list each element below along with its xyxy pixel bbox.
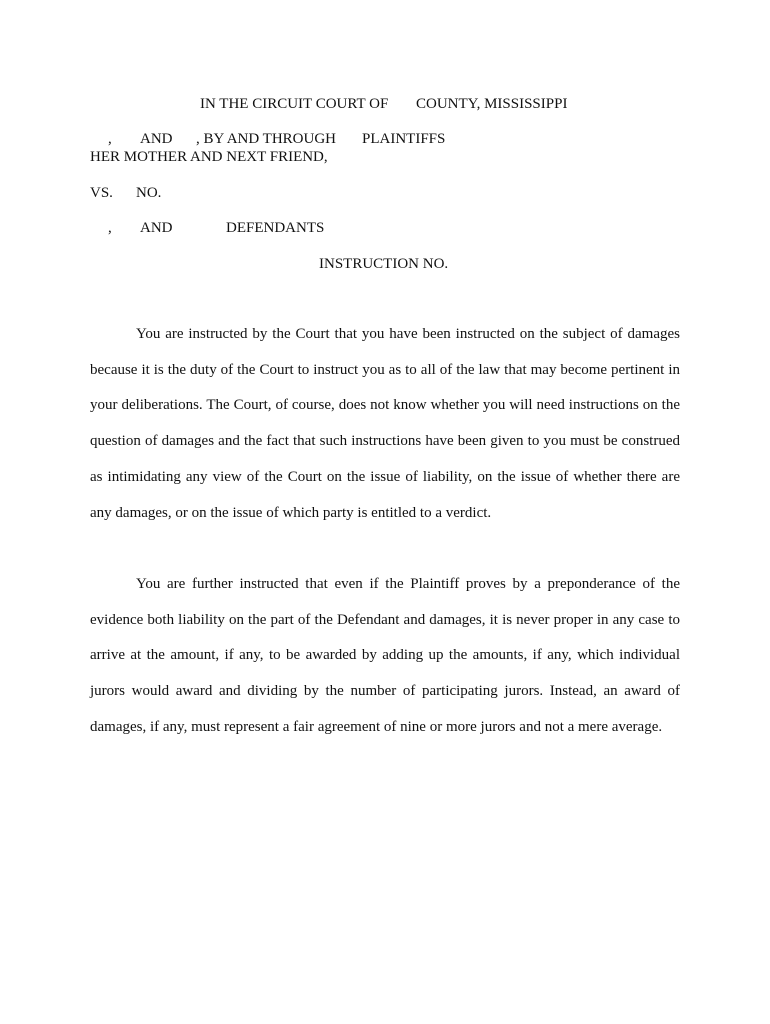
next-friend-line: HER MOTHER AND NEXT FRIEND,	[90, 149, 328, 165]
defendant-and: AND	[140, 220, 173, 236]
defendants-label: DEFENDANTS	[226, 220, 325, 236]
defendant-comma: ,	[108, 220, 112, 236]
court-heading-left: IN THE CIRCUIT COURT OF	[200, 96, 389, 112]
plaintiff-and: AND	[140, 131, 173, 147]
instruction-title: INSTRUCTION NO.	[319, 256, 449, 272]
plaintiffs-label: PLAINTIFFS	[362, 131, 446, 147]
plaintiff-by-and-through: , BY AND THROUGH	[196, 131, 337, 147]
case-number-label: NO.	[136, 185, 162, 201]
plaintiff-comma: ,	[108, 131, 112, 147]
paragraph-further-instruction: You are further instructed that even if the Plaintiff proves by a preponderance of the evidence both liability on the part of the Defendant and damages, it is never proper in any case to arrive at the amount, if any, to be awarded by adding up the amounts, if any, which individual jurors would award and dividing by the number of participating jurors. Instead, an award of damages, if any, must represent a fair agreement of nine or more jurors and not a mere average.	[90, 576, 680, 735]
paragraph-damages-instruction: You are instructed by the Court that you have been instructed on the subject of damages because it is the duty of the Court to instruct you as to all of the law that may become pertinent in your deliberations. The Court, of course, does not know whether you will need instructions on the question of damages and the fact that such instructions have been given to you must be construed as intimidating any view of the Court on the issue of liability, on the issue of whether there are any damages, or on the issue of which party is entitled to a verdict.	[90, 326, 680, 521]
versus-label: VS.	[90, 185, 113, 201]
court-heading-right: COUNTY, MISSISSIPPI	[416, 96, 568, 112]
